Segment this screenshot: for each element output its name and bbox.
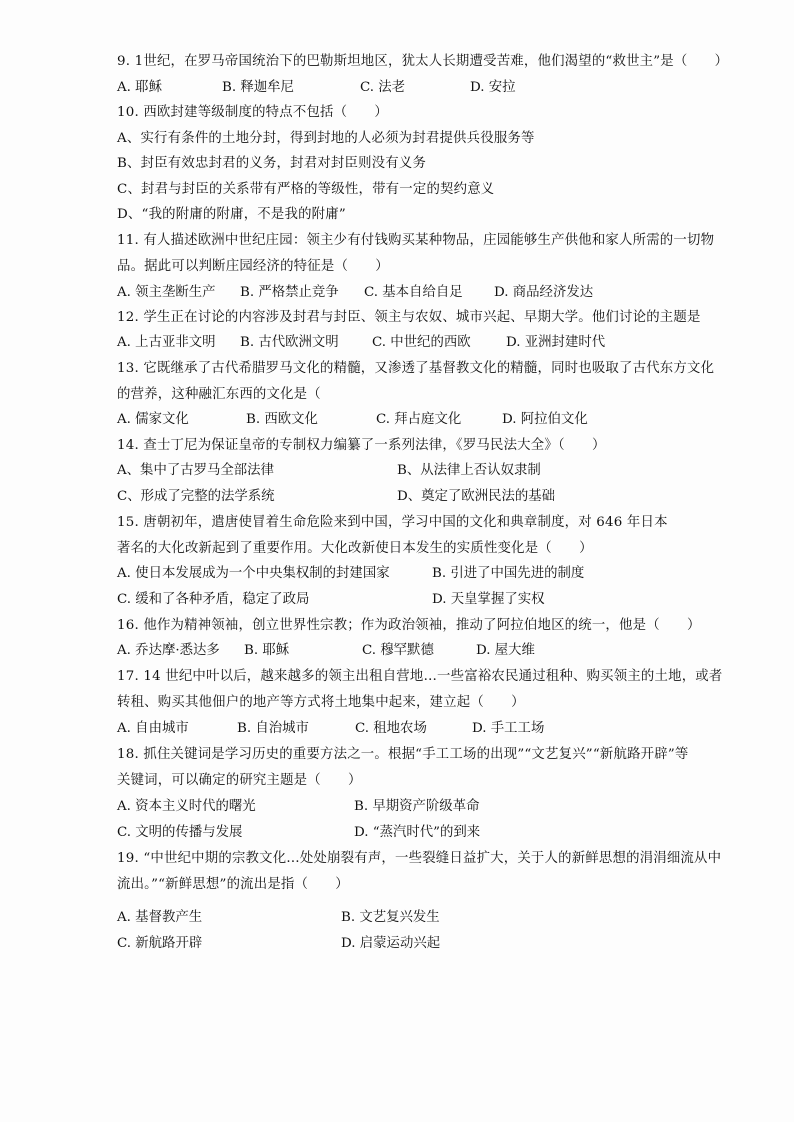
question-11-option-c: C. 基本自给自足 [364,285,463,300]
question-18-stem-line-1: 18. 抓住关键词是学习历史的重要方法之一。根据“手工工场的出现”“文艺复兴”“新航路开辟”等 [117,747,689,762]
question-11-option-a: A. 领主垄断生产 [117,285,216,300]
question-15-stem-line-1: 15. 唐朝初年，遣唐使冒着生命危险来到中国，学习中国的文化和典章制度，对 646 年日本 [117,515,668,530]
question-18-option-c: C. 文明的传播与发展 [117,825,243,840]
question-19-stem-line-1: 19. “中世纪中期的宗教文化…处处崩裂有声，一些裂缝日益扩大，关于人的新鲜思想的涓涓细流从中 [117,851,722,866]
question-16-option-c: C. 穆罕默德 [362,643,434,658]
question-14-stem: 14. 查士丁尼为保证皇帝的专制权力编纂了一系列法律，《罗马民法大全》（ ） [117,438,606,453]
question-9-stem: 9. 1世纪，在罗马帝国统治下的巴勒斯坦地区，犹太人长期遭受苦难，他们渴望的“救世主”是（ ） [117,54,729,69]
question-12-stem: 12. 学生正在讨论的内容涉及封君与封臣、领主与农奴、城市兴起、早期大学。他们讨论的主题是 [117,310,701,325]
question-15-stem-line-2: 著名的大化改新起到了重要作用。大化改新使日本发生的实质性变化是（ ） [117,541,593,556]
question-15-option-d: D. 天皇掌握了实权 [432,592,545,607]
question-17-option-c: C. 租地农场 [355,721,427,736]
question-15-option-b: B. 引进了中国先进的制度 [432,566,585,581]
question-17-stem-line-2: 转租、购买其他佃户的地产等方式将土地集中起来，建立起（ ） [117,695,525,710]
question-18-option-b: B. 早期资产阶级革命 [354,799,480,814]
question-11-stem-line-2: 品。据此可以判断庄园经济的特征是（ ） [117,259,389,274]
question-12-option-d: D. 亚洲封建时代 [506,335,606,350]
question-16-option-b: B. 耶稣 [244,643,290,658]
question-9-option-c: C. 法老 [360,80,406,95]
question-11-stem-line-1: 11. 有人描述欧洲中世纪庄园：领主少有付钱购买某种物品，庄园能够生产供他和家人所需的一切物 [117,233,715,248]
question-12-option-b: B. 古代欧洲文明 [240,335,339,350]
question-18-option-d: D. “蒸汽时代”的到来 [354,825,481,840]
question-10-option-a: A、实行有条件的土地分封，得到封地的人必须为封君提供兵役服务等 [117,131,535,146]
question-16-option-d: D. 屋大维 [476,643,535,658]
question-16-option-a: A. 乔达摩·悉达多 [117,643,220,658]
question-13-option-c: C. 拜占庭文化 [376,412,462,427]
question-11-option-b: B. 严格禁止竞争 [240,285,339,300]
question-14-option-d: D、奠定了欧洲民法的基础 [397,489,556,504]
question-12-option-a: A. 上古亚非文明 [117,335,216,350]
question-15-option-c: C. 缓和了各种矛盾，稳定了政局 [117,592,310,607]
question-9-option-d: D. 安拉 [470,80,516,95]
question-13-option-d: D. 阿拉伯文化 [502,412,588,427]
question-11-option-d: D. 商品经济发达 [494,285,594,300]
question-13-stem-line-2: 的营养，这种融汇东西的文化是（ [117,387,321,402]
question-13-option-b: B. 西欧文化 [246,412,318,427]
question-14-option-c: C、形成了完整的法学系统 [117,489,275,504]
question-19-option-a: A. 基督教产生 [117,910,203,925]
question-19-stem-line-2: 流出。”“新鲜思想”的流出是指（ ） [117,877,349,892]
question-9-option-b: B. 释迦牟尼 [222,80,294,95]
question-17-option-b: B. 自治城市 [237,721,309,736]
question-15-option-a: A. 使日本发展成为一个中央集权制的封建国家 [117,566,390,581]
question-19-option-b: B. 文艺复兴发生 [341,910,440,925]
question-16-stem: 16. 他作为精神领袖，创立世界性宗教；作为政治领袖，推动了阿拉伯地区的统一，他是（ ） [117,618,701,633]
question-10-stem: 10. 西欧封建等级制度的特点不包括（ ） [117,105,388,120]
question-18-option-a: A. 资本主义时代的曙光 [117,799,256,814]
question-12-option-c: C. 中世纪的西欧 [372,335,471,350]
question-14-option-b: B、从法律上否认奴隶制 [397,463,541,478]
question-13-stem-line-1: 13. 它既继承了古代希腊罗马文化的精髓，又渗透了基督教文化的精髓，同时也吸取了古代东方文化 [117,361,715,376]
question-19-option-c: C. 新航路开辟 [117,936,203,951]
question-10-option-b: B、封臣有效忠封君的义务，封君对封臣则没有义务 [117,156,427,171]
question-17-option-d: D. 手工工场 [472,721,545,736]
question-10-option-d: D、“我的附庸的附庸，不是我的附庸” [117,207,346,222]
question-19-option-d: D. 启蒙运动兴起 [341,936,441,951]
question-10-option-c: C、封君与封臣的关系带有严格的等级性，带有一定的契约意义 [117,182,495,197]
question-13-option-a: A. 儒家文化 [117,412,189,427]
question-9-option-a: A. 耶稣 [117,80,162,95]
question-17-option-a: A. 自由城市 [117,721,189,736]
question-14-option-a: A、集中了古罗马全部法律 [117,463,274,478]
question-17-stem-line-1: 17. 14 世纪中叶以后，越来越多的领主出租自营地…一些富裕农民通过租种、购买领主的土地，或者 [117,669,723,684]
question-18-stem-line-2: 关键词，可以确定的研究主题是（ ） [117,773,362,788]
